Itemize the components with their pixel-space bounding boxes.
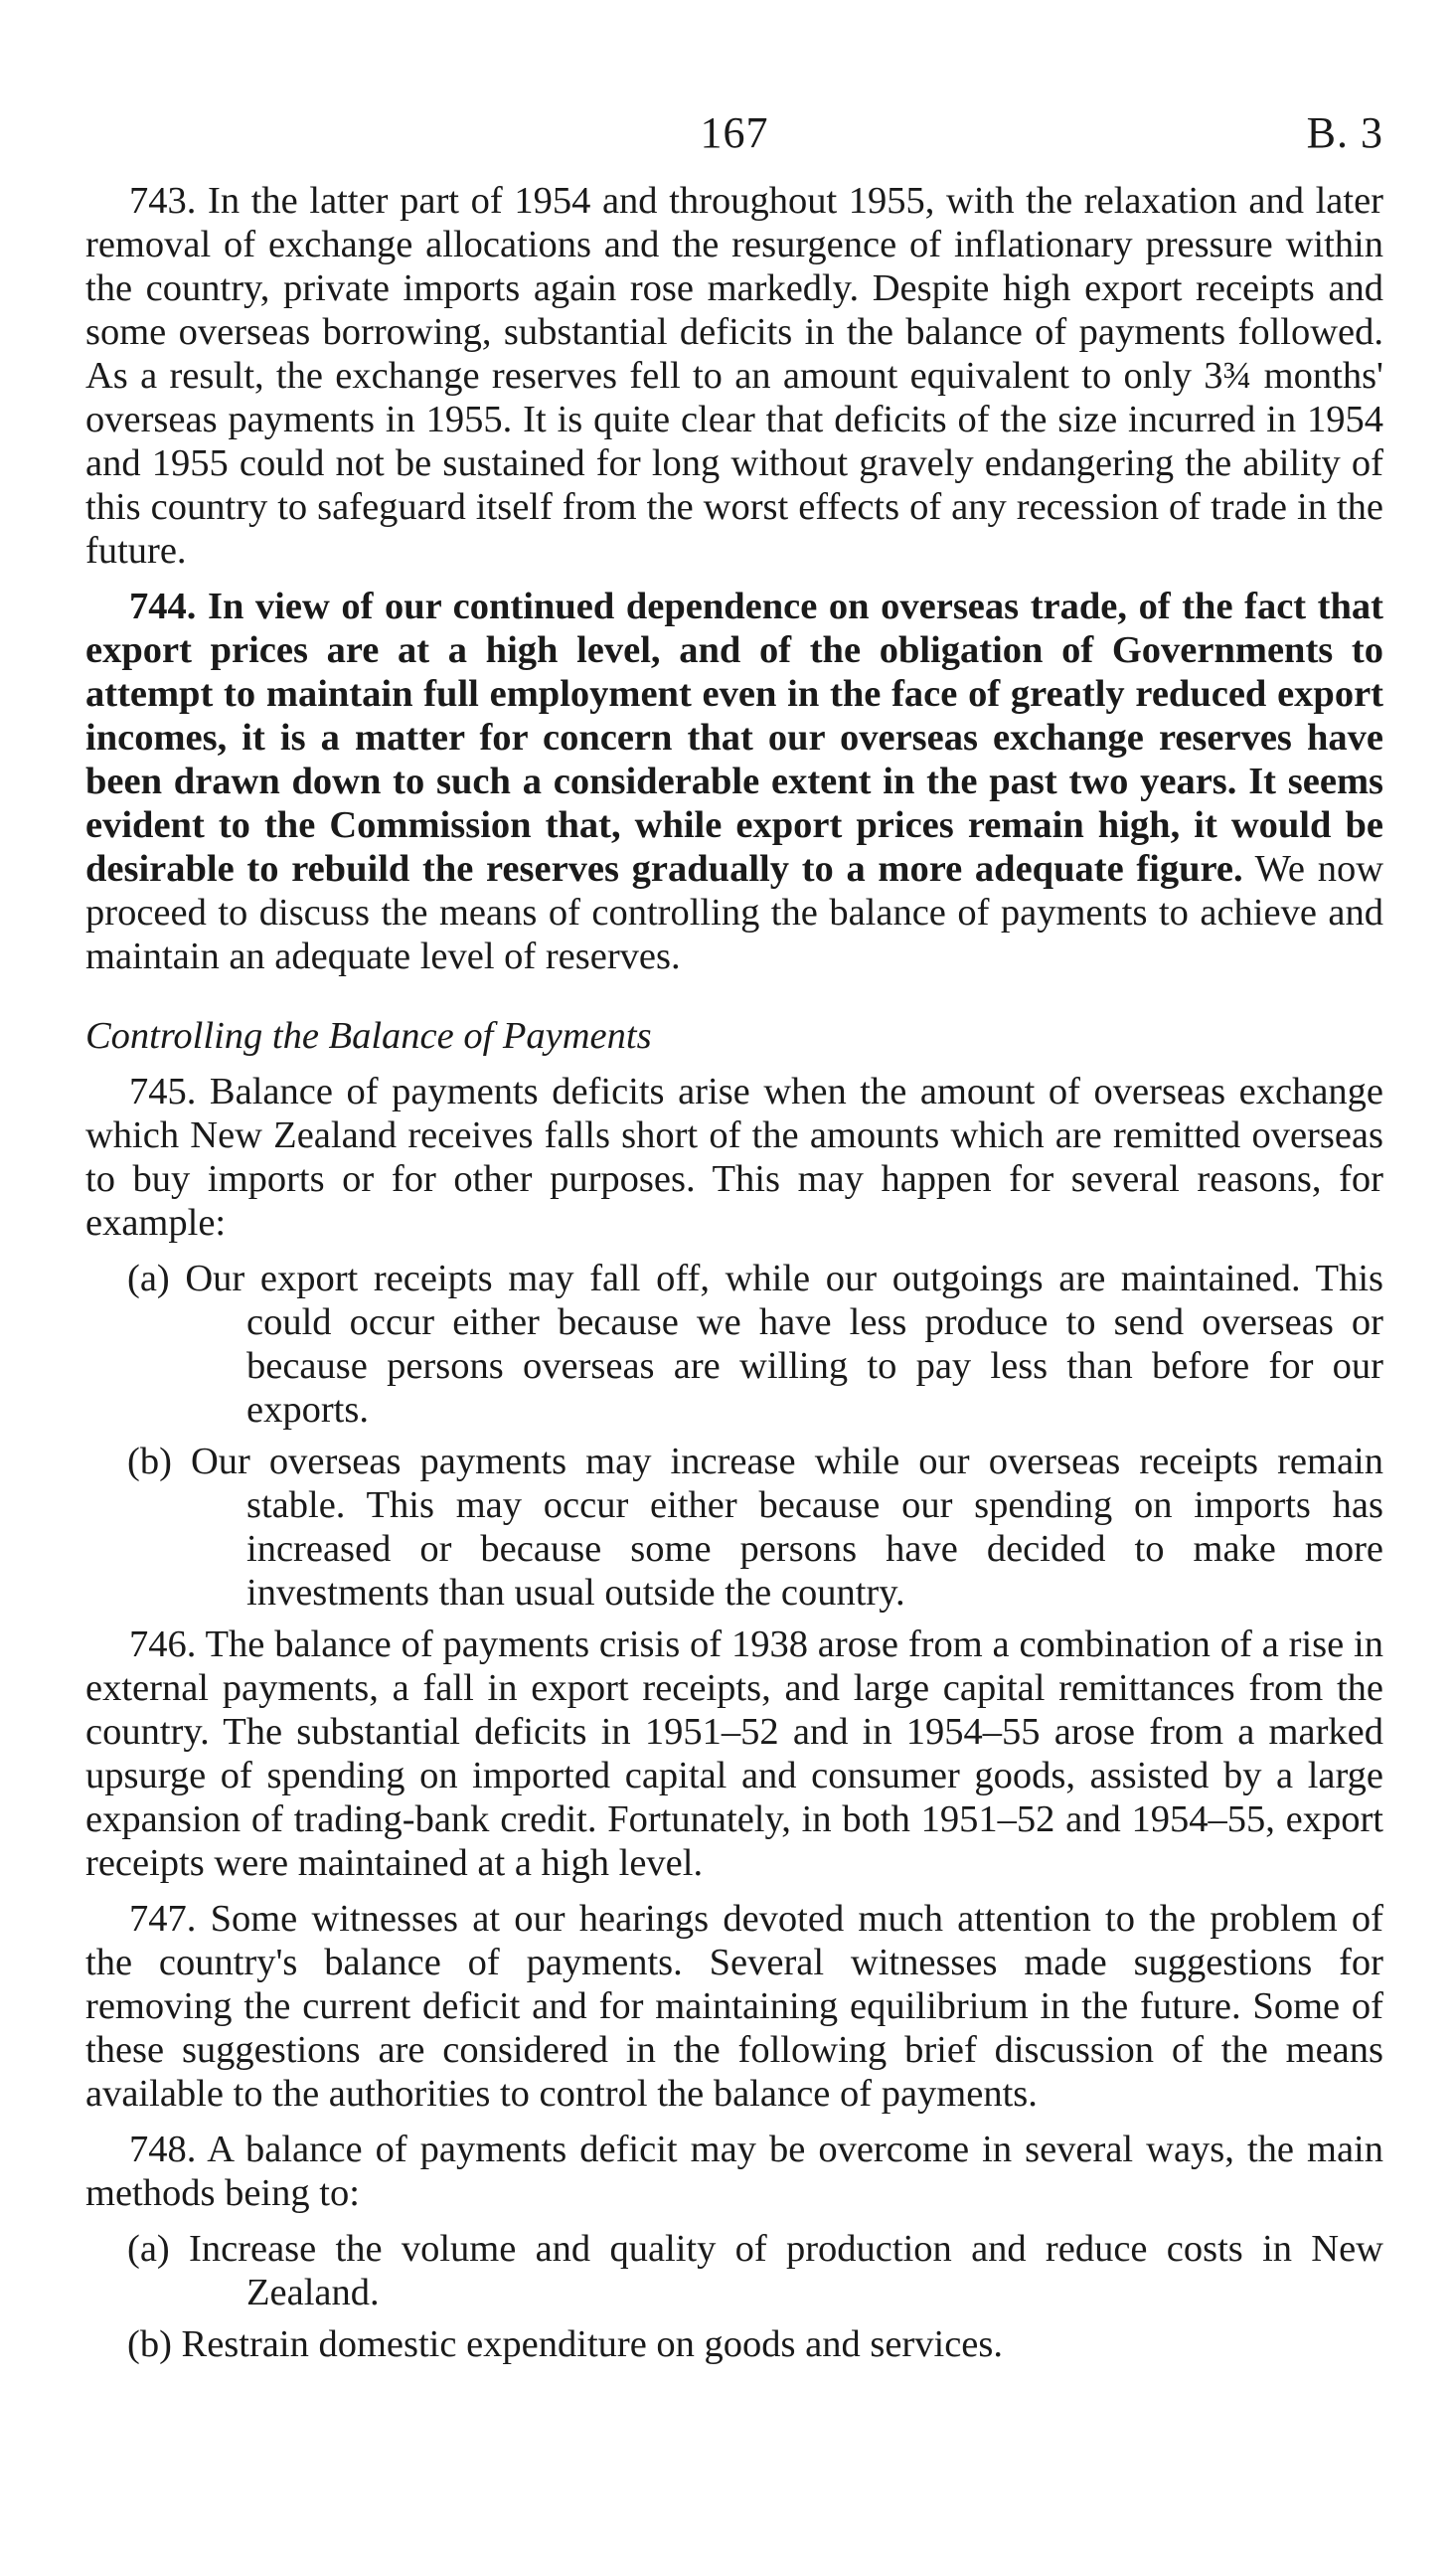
paragraph-745-item-a: (a) Our export receipts may fall off, while our outgoings are maintained. This could occur either because we have less produce to send overseas or because persons overseas are willing to pay less than before for our exports. [127, 1258, 1383, 1431]
paragraph-745-item-b: (b) Our overseas payments may increase while our overseas receipts remain stable. This may occur either because our spending on imports has increased or because some persons have decided to make more investments than usual outside the country. [127, 1441, 1383, 1614]
paragraph-745: 745. Balance of payments deficits arise when the amount of overseas exchange which New Zealand receives falls short of the amounts which are remitted overseas to buy imports or for other purposes. This may happen for several reasons, for example: [85, 1071, 1383, 1244]
paragraph-748-item-b: (b) Restrain domestic expenditure on goods and services. [127, 2323, 1003, 2365]
paragraph-746: 746. The balance of payments crisis of 1938 arose from a combination of a rise in external payments, a fall in export receipts, and large capital remittances from the country. The substantial deficits in 1951–52 and in 1954–55 arose from a marked upsurge of spending on imported capital and consumer goods, assisted by a large expansion of trading-bank credit. Fortunately, in both 1951–52 and 1954–55, export receipts were maintained at a high level. [85, 1623, 1383, 1884]
paragraph-744 [85, 585, 1383, 978]
page-number: 167 [700, 108, 769, 157]
document-reference: B. 3 [1306, 108, 1383, 157]
paragraph-744-bold: 744. In view of our continued dependence on overseas trade, of the fact that export prices are at a high level, and of the obligation of Governments to attempt to maintain full employment even in the face of greatly reduced export incomes, it is a matter for concern that our overseas exchange reserves have been drawn down to such a considerable extent in the past two years. It seems evident to the Commission that, while export prices remain high, it would be desirable to rebuild the reserves gradually to a more adequate figure. [85, 586, 1383, 890]
paragraph-748-item-a: (a) Increase the volume and quality of production and reduce costs in New Zealand. [127, 2228, 1383, 2313]
section-heading: Controlling the Balance of Payments [85, 1015, 652, 1057]
paragraph-744-tail: We now proceed to discuss the means of controlling the balance of payments to achieve and maintain an adequate level of reserves. [85, 848, 1383, 977]
paragraph-747: 747. Some witnesses at our hearings devoted much attention to the problem of the country's balance of payments. Several witnesses made suggestions for removing the current deficit and for maintaining equilibrium in the future. Some of these suggestions are considered in the following brief discussion of the means available to the authorities to control the balance of payments. [85, 1898, 1383, 2115]
page-header [85, 99, 1383, 179]
document-page [85, 99, 1383, 2374]
paragraph-743: 743. In the latter part of 1954 and throughout 1955, with the relaxation and later removal of exchange allocations and the resurgence of inflationary pressure within the country, private imports again rose markedly. Despite high export receipts and some overseas borrowing, substantial deficits in the balance of payments followed. As a result, the exchange reserves fell to an amount equivalent to only 3¾ months' overseas payments in 1955. It is quite clear that deficits of the size incurred in 1954 and 1955 could not be sustained for long without gravely endangering the ability of this country to safeguard itself from the worst effects of any recession of trade in the future. [85, 180, 1383, 572]
paragraph-748: 748. A balance of payments deficit may be overcome in several ways, the main methods being to: [85, 2129, 1383, 2214]
